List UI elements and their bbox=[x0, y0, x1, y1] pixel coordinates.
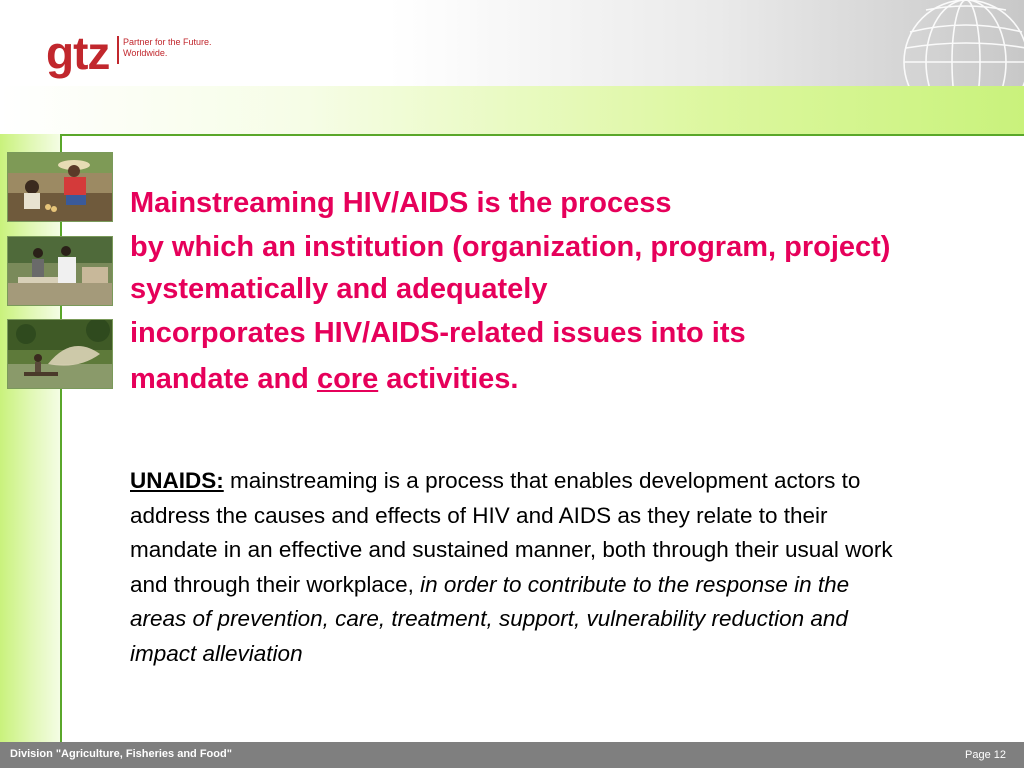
unaids-text: mainstreaming is a process that enables development actors to address the causes and effects of HIV and AIDS as they relate to their mandate in an effective and sustained manner, both through their usual work and through their workplace, bbox=[130, 468, 893, 597]
fisherman-photo bbox=[7, 319, 113, 389]
tagline-line-2: Worldwide. bbox=[123, 48, 168, 58]
headline-line-2: by which an institution (organization, program, project) systematically and adequately bbox=[130, 231, 891, 305]
unaids-label: UNAIDS: bbox=[130, 468, 224, 493]
unaids-definition bbox=[130, 464, 910, 671]
green-band bbox=[0, 86, 1024, 134]
footer-division: Division "Agriculture, Fisheries and Food" bbox=[10, 748, 232, 760]
headline-core-word: core bbox=[316, 363, 379, 395]
logo-tagline bbox=[123, 37, 212, 59]
page-number: Page 12 bbox=[965, 749, 1006, 761]
globe-icon bbox=[896, 0, 1024, 86]
logo-separator bbox=[117, 36, 119, 64]
headline-definition bbox=[130, 180, 910, 402]
left-green-strip bbox=[0, 134, 60, 742]
headline-line-4-post: activities. bbox=[378, 363, 519, 395]
headline-line-3: incorporates HIV/AIDS-related issues into its bbox=[130, 317, 746, 349]
left-divider-line bbox=[60, 134, 62, 742]
unaids-text-italic: in order to contribute to the response in the areas of prevention, care, treatment, support, vulnerability reduction and impact alleviation bbox=[130, 571, 850, 666]
headline-line-4 bbox=[130, 356, 910, 402]
headline-line-1: Mainstreaming HIV/AIDS is the process bbox=[130, 187, 672, 219]
tagline-line-1: Partner for the Future. bbox=[123, 37, 212, 47]
headline-line-4-pre: mandate and bbox=[130, 363, 317, 395]
header-bar bbox=[0, 0, 1024, 86]
gtz-logo: gtz bbox=[46, 27, 110, 79]
footer-bar bbox=[0, 742, 1024, 768]
people-at-stall-photo bbox=[7, 236, 113, 306]
top-divider-line bbox=[60, 134, 1024, 136]
farmers-photo bbox=[7, 152, 113, 222]
